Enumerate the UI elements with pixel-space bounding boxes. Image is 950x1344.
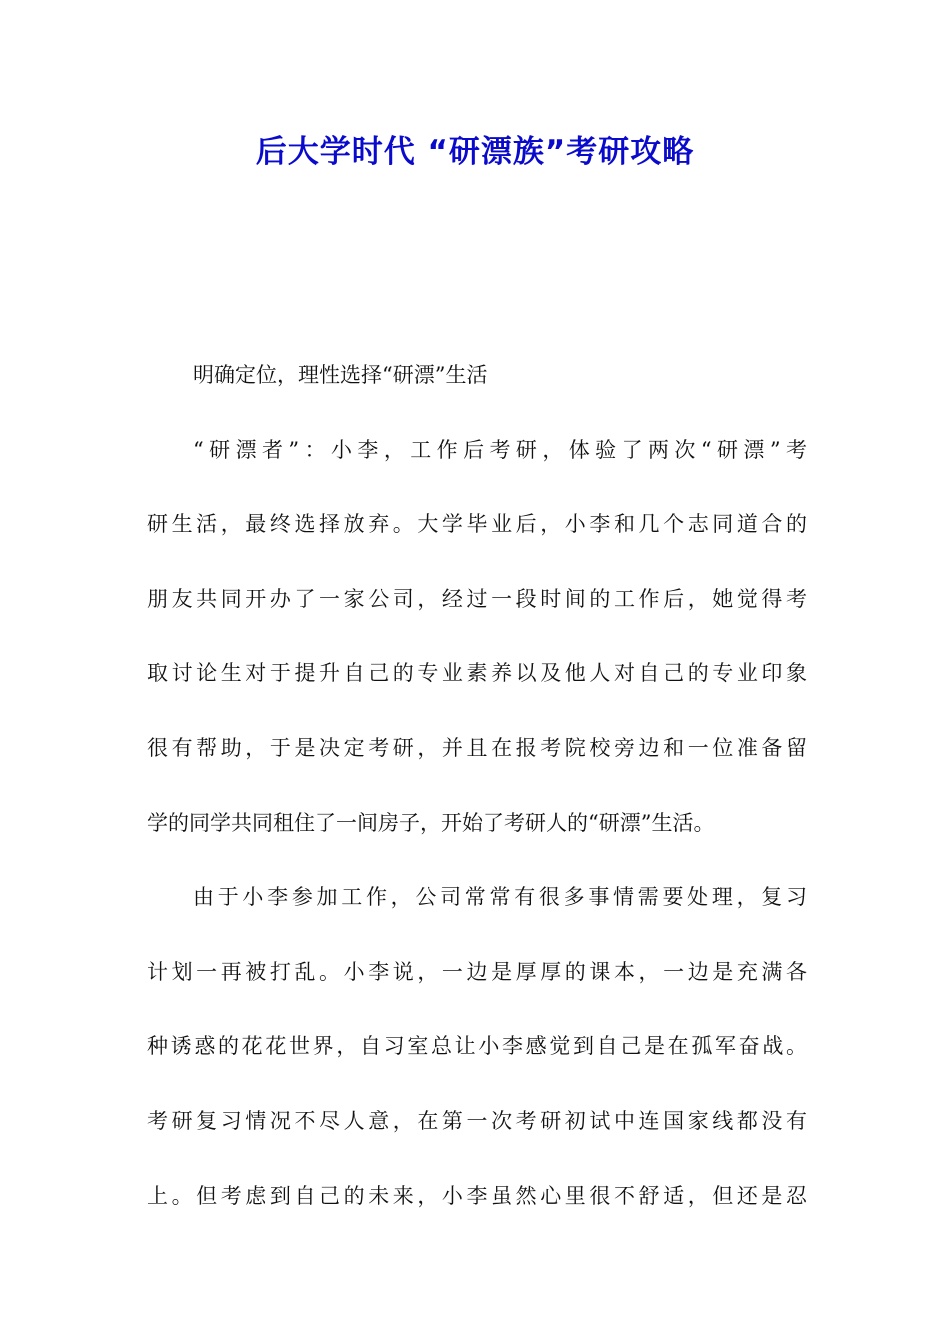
document-body: [147, 338, 807, 1233]
paragraph-line: 由于小李参加工作，公司常常有很多事情需要处理，复习: [193, 885, 807, 910]
paragraph-line: 上。但考虑到自己的未来，小李虽然心里很不舒适，但还是忍: [147, 1183, 807, 1208]
document-title: 后大学时代 “研漂族”考研攻略: [255, 134, 695, 170]
paragraph-line: “研漂者”：小李，工作后考研，体验了两次“研漂”考: [193, 437, 807, 462]
paragraph-line: 很有帮助，于是决定考研，并且在报考院校旁边和一位准备留: [147, 735, 807, 760]
paragraph-line: 取讨论生对于提升自己的专业素养以及他人对自己的专业印象: [147, 661, 807, 686]
paragraph-line: 种诱惑的花花世界，自习室总让小李感觉到自己是在孤军奋战。: [147, 1034, 807, 1059]
paragraph-line: 计划一再被打乱。小李说，一边是厚厚的课本，一边是充满各: [147, 959, 807, 984]
paragraph-line: 学的同学共同租住了一间房子，开始了考研人的“研漂”生活。: [147, 810, 715, 835]
paragraph-line: 研生活，最终选择放弃。大学毕业后，小李和几个志同道合的: [147, 512, 807, 537]
paragraph-line: 朋友共同开办了一家公司，经过一段时间的工作后，她觉得考: [147, 586, 807, 611]
section-heading: 明确定位，理性选择“研漂”生活: [193, 363, 488, 387]
paragraph-line: 考研复习情况不尽人意，在第一次考研初试中连国家线都没有: [147, 1108, 807, 1133]
